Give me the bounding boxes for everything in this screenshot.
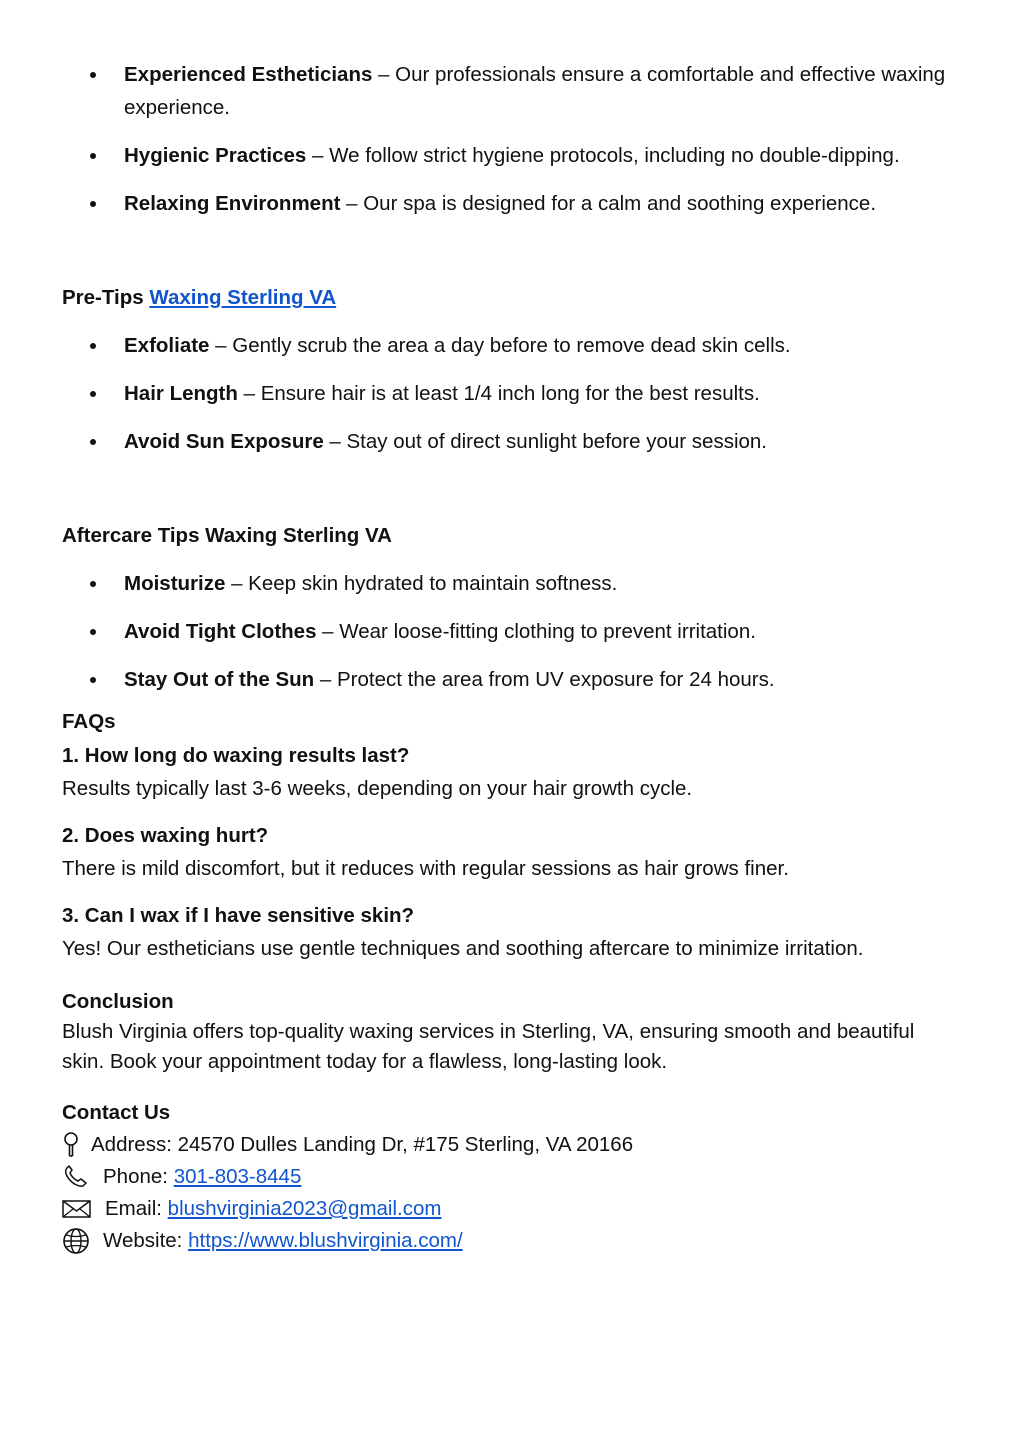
- bullet-term: Avoid Sun Exposure: [124, 430, 324, 453]
- email-label: Email:: [105, 1197, 162, 1220]
- email-link[interactable]: blushvirginia2023@gmail.com: [167, 1197, 442, 1220]
- faq-answer: There is mild discomfort, but it reduces with regular sessions as hair grows finer.: [62, 857, 789, 880]
- pretips-label: Pre-Tips: [62, 286, 150, 309]
- bullet-term: Avoid Tight Clothes: [124, 620, 317, 643]
- bullet-term: Experienced Estheticians: [124, 63, 373, 86]
- conclusion-text: Blush Virginia offers top-quality waxing services in Sterling, VA, ensuring smooth and beautiful skin. Book your appointment today for a flawless, long-lasting look.: [62, 1020, 915, 1073]
- bullet-text: – Our professionals ensure a comfortable and effective waxing experience.: [124, 63, 946, 119]
- list-item: [62, 567, 962, 600]
- document-page: [62, 58, 962, 1257]
- bullet-text: – Gently scrub the area a day before to remove dead skin cells.: [209, 334, 791, 357]
- pretips-link[interactable]: Waxing Sterling VA: [149, 286, 337, 309]
- bullet-text: – Wear loose-fitting clothing to prevent irritation.: [316, 620, 756, 643]
- bullet-dot: [90, 153, 96, 159]
- faq-answer: Yes! Our estheticians use gentle techniques and soothing aftercare to minimize irritation.: [62, 937, 864, 960]
- spacer: [62, 473, 962, 519]
- bullet-term: Stay Out of the Sun: [124, 668, 315, 691]
- website-link[interactable]: https://www.blushvirginia.com/: [188, 1229, 463, 1252]
- bullet-dot: [90, 391, 96, 397]
- bullet-dot: [90, 72, 96, 78]
- bullet-text: – Our spa is designed for a calm and soothing experience.: [340, 192, 877, 215]
- list-item: [62, 615, 962, 648]
- faq-question: 2. Does waxing hurt?: [62, 824, 269, 847]
- list-item: [62, 663, 962, 696]
- bullet-text: – We follow strict hygiene protocols, including no double-dipping.: [306, 144, 900, 167]
- phone-label: Phone:: [103, 1165, 168, 1188]
- list-item: [62, 58, 962, 124]
- bullet-dot: [90, 439, 96, 445]
- bullet-term: Exfoliate: [124, 334, 210, 357]
- list-item: [62, 377, 962, 410]
- bullet-dot: [90, 629, 96, 635]
- pretips-heading: [62, 281, 962, 314]
- envelope-icon: [62, 1196, 100, 1222]
- list-item: [62, 425, 962, 458]
- pretips-bullet-list: [62, 329, 962, 458]
- bullet-text: – Stay out of direct sunlight before your session.: [323, 430, 767, 453]
- contact-address: [62, 1129, 962, 1161]
- bullet-term: Hygienic Practices: [124, 144, 307, 167]
- location-pin-icon: [62, 1132, 86, 1158]
- bullet-dot: [90, 677, 96, 683]
- bullet-text: – Keep skin hydrated to maintain softness.: [225, 572, 618, 595]
- contact-website: [62, 1225, 962, 1257]
- list-item: [62, 187, 962, 220]
- faq-answer: Results typically last 3-6 weeks, depending on your hair growth cycle.: [62, 777, 693, 800]
- faq-question: 3. Can I wax if I have sensitive skin?: [62, 904, 415, 927]
- address-text: Address: 24570 Dulles Landing Dr, #175 Sterling, VA 20166: [91, 1133, 634, 1156]
- bullet-text: – Protect the area from UV exposure for 24 hours.: [314, 668, 775, 691]
- conclusion-heading: Conclusion: [62, 990, 174, 1013]
- contact-email: [62, 1193, 962, 1225]
- faqs-heading: FAQs: [62, 710, 116, 733]
- list-item: [62, 329, 962, 362]
- spacer: [62, 235, 962, 281]
- contact-heading: Contact Us: [62, 1101, 171, 1124]
- bullet-term: Hair Length: [124, 382, 238, 405]
- phone-icon: [62, 1164, 98, 1190]
- bullet-term: Moisturize: [124, 572, 226, 595]
- intro-bullet-list: [62, 58, 962, 220]
- bullet-dot: [90, 581, 96, 587]
- bullet-dot: [90, 343, 96, 349]
- bullet-text: – Ensure hair is at least 1/4 inch long for the best results.: [237, 382, 760, 405]
- contact-phone: [62, 1161, 962, 1193]
- aftercare-bullet-list: [62, 567, 962, 696]
- list-item: [62, 139, 962, 172]
- bullet-dot: [90, 201, 96, 207]
- globe-icon: [62, 1228, 98, 1254]
- website-label: Website:: [103, 1229, 183, 1252]
- faq-question: 1. How long do waxing results last?: [62, 744, 410, 767]
- phone-link[interactable]: 301-803-8445: [173, 1165, 302, 1188]
- aftercare-heading: Aftercare Tips Waxing Sterling VA: [62, 524, 392, 547]
- bullet-term: Relaxing Environment: [124, 192, 341, 215]
